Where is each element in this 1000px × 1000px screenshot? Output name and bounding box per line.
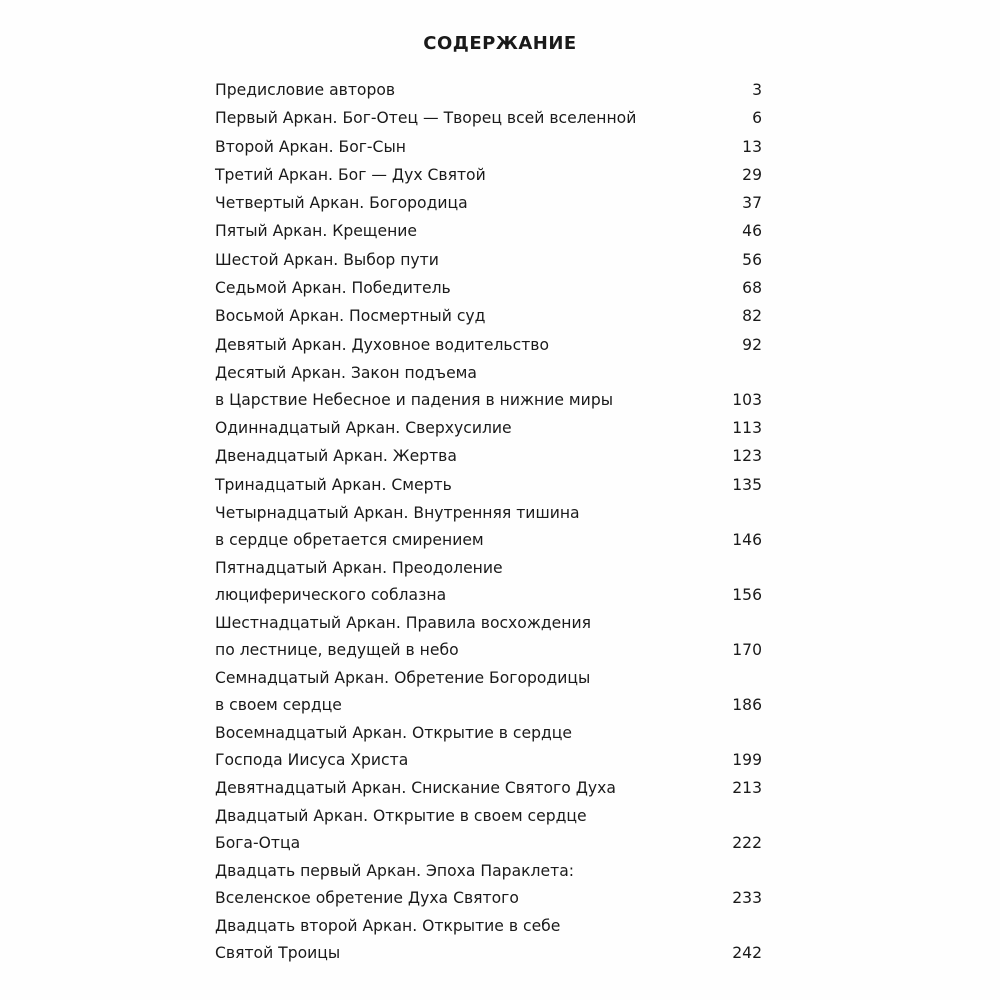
toc-entry-title: Пятый Аркан. Крещение: [215, 222, 418, 241]
toc-entry-title-line: Двадцать первый Аркан. Эпоха Параклета:: [215, 862, 575, 881]
page-number: 242: [732, 943, 762, 962]
toc-entry-row: [215, 218, 762, 245]
dot-leader: [617, 390, 728, 406]
toc-entry-title: в своем сердце: [215, 695, 342, 714]
toc-entry-title: Четвертый Аркан. Богородица: [215, 194, 468, 213]
dot-leader: [490, 165, 738, 181]
toc-entry-title-line: Двадцать второй Аркан. Открытие в себе: [215, 917, 561, 936]
toc-entry: [215, 443, 762, 470]
toc-entry-title: Третий Аркан. Бог — Дух Святой: [215, 165, 486, 184]
dot-leader: [410, 137, 738, 153]
toc-entry-row: [215, 134, 762, 161]
page-title: СОДЕРЖАНИЕ: [423, 33, 577, 54]
page-number: 199: [732, 750, 762, 769]
dot-leader: [344, 943, 728, 959]
toc-entry: [215, 162, 762, 189]
page-number: 222: [732, 833, 762, 852]
page-number: 123: [732, 447, 762, 466]
toc-entry-title: Господа Иисуса Христа: [215, 750, 409, 769]
toc-entry-title-line: Шестнадцатый Аркан. Правила восхождения: [215, 613, 591, 632]
toc-entry-row: [215, 940, 762, 967]
dot-leader: [421, 222, 738, 238]
toc-entry: [215, 775, 762, 802]
toc-entry: [215, 105, 762, 132]
dot-leader: [523, 888, 728, 904]
toc-entry-title: Бога-Отца: [215, 833, 301, 852]
toc-entry-title: Девятый Аркан. Духовное водительство: [215, 335, 550, 354]
toc-entry-row: [215, 387, 762, 414]
toc-entry: [215, 190, 762, 217]
page-number: 135: [732, 475, 762, 494]
toc-entry-row: [215, 332, 762, 359]
toc-entry-row: [215, 303, 762, 330]
toc-entry-row: [215, 105, 762, 132]
page-number: 170: [732, 640, 762, 659]
toc-entry-row: [215, 637, 762, 664]
page-number: 156: [732, 585, 762, 604]
dot-leader: [346, 695, 728, 711]
toc-entry-title-line: Четырнадцатый Аркан. Внутренняя тишина: [215, 503, 580, 522]
dot-leader: [553, 335, 738, 351]
toc-entry: [215, 858, 762, 911]
dot-leader: [489, 307, 738, 323]
toc-entry: [215, 332, 762, 359]
toc-entry-row: [215, 415, 762, 442]
toc-entry: [215, 472, 762, 499]
toc-entry: [215, 720, 762, 773]
dot-leader: [620, 778, 728, 794]
page-number: 92: [742, 335, 762, 354]
page-number: 233: [732, 888, 762, 907]
dot-leader: [399, 80, 748, 96]
toc-entry-title: Девятнадцатый Аркан. Снискание Святого Духа: [215, 778, 616, 797]
dot-leader: [443, 250, 738, 266]
page-number: 3: [752, 81, 762, 99]
toc-entry-title-line: Десятый Аркан. Закон подъема: [215, 363, 477, 382]
toc-entry-title-line: Восемнадцатый Аркан. Открытие в сердце: [215, 723, 572, 742]
page-number: 29: [742, 165, 762, 184]
toc-entry: [215, 77, 762, 104]
dot-leader: [412, 750, 728, 766]
page-number: 46: [742, 222, 762, 241]
toc-entry-row: [215, 830, 762, 857]
toc-entry-title-line: Семнадцатый Аркан. Обретение Богородицы: [215, 668, 591, 687]
toc-entry-row: [215, 247, 762, 274]
toc-entry-row: [215, 77, 762, 104]
toc-entry-title: по лестнице, ведущей в небо: [215, 640, 459, 659]
toc-entry-title: Святой Троицы: [215, 943, 341, 962]
toc-entry-title-line: Двадцатый Аркан. Открытие в своем сердце: [215, 807, 587, 826]
page-number: 186: [732, 695, 762, 714]
toc-entry: [215, 303, 762, 330]
toc-entry-row: [215, 527, 762, 554]
toc-entry-row: [215, 472, 762, 499]
page-number: 68: [742, 279, 762, 298]
toc-entry: [215, 247, 762, 274]
toc-entry-row: [215, 692, 762, 719]
toc-entry-row: [215, 275, 762, 302]
toc-entry-row: [215, 190, 762, 217]
page-number: 13: [742, 137, 762, 156]
toc-entry-title: люциферического соблазна: [215, 585, 447, 604]
toc-entry-title: Шестой Аркан. Выбор пути: [215, 250, 439, 269]
toc-entry: [215, 218, 762, 245]
toc-entry: [215, 275, 762, 302]
toc-entry: [215, 913, 762, 966]
page-number: 37: [742, 194, 762, 213]
toc-entry: [215, 415, 762, 442]
toc-entry-title: Предисловие авторов: [215, 81, 396, 99]
dot-leader: [450, 585, 728, 601]
dot-leader: [304, 833, 728, 849]
toc-entry-title: Тринадцатый Аркан. Смерть: [215, 475, 452, 494]
dot-leader: [488, 530, 729, 546]
toc-entry: [215, 360, 762, 413]
toc-entry: [215, 134, 762, 161]
page-number: 146: [732, 530, 762, 549]
page-number: 103: [732, 390, 762, 409]
toc-entry-title: Первый Аркан. Бог-Отец — Творец всей вселенной: [215, 109, 637, 128]
table-of-contents: [215, 77, 762, 968]
toc-entry: [215, 803, 762, 856]
dot-leader: [640, 109, 748, 125]
page-number: 56: [742, 250, 762, 269]
dot-leader: [461, 447, 728, 463]
toc-entry-title: в Царствие Небесное и падения в нижние миры: [215, 390, 614, 409]
toc-entry-row: [215, 443, 762, 470]
toc-entry-title-line: Пятнадцатый Аркан. Преодоление: [215, 558, 503, 577]
toc-entry-row: [215, 885, 762, 912]
toc-entry: [215, 665, 762, 718]
toc-entry: [215, 610, 762, 663]
page-number: 213: [732, 778, 762, 797]
dot-leader: [463, 640, 729, 656]
toc-entry-title: Второй Аркан. Бог-Сын: [215, 137, 406, 156]
toc-entry-row: [215, 582, 762, 609]
toc-entry: [215, 500, 762, 553]
dot-leader: [455, 278, 738, 294]
toc-entry-row: [215, 162, 762, 189]
page-number: 6: [752, 109, 762, 128]
dot-leader: [516, 418, 729, 434]
toc-entry-row: [215, 775, 762, 802]
toc-entry-title: Двенадцатый Аркан. Жертва: [215, 447, 457, 466]
page-number: 82: [742, 307, 762, 326]
toc-entry-title: Вселенское обретение Духа Святого: [215, 888, 519, 907]
toc-entry: [215, 555, 762, 608]
toc-entry-title: в сердце обретается смирением: [215, 530, 484, 549]
toc-entry-title: Одиннадцатый Аркан. Сверхусилие: [215, 418, 512, 437]
toc-entry-title: Восьмой Аркан. Посмертный суд: [215, 307, 486, 326]
dot-leader: [456, 475, 728, 491]
toc-entry-title: Седьмой Аркан. Победитель: [215, 279, 451, 298]
toc-entry-row: [215, 747, 762, 774]
dot-leader: [472, 194, 738, 210]
page-number: 113: [732, 418, 762, 437]
